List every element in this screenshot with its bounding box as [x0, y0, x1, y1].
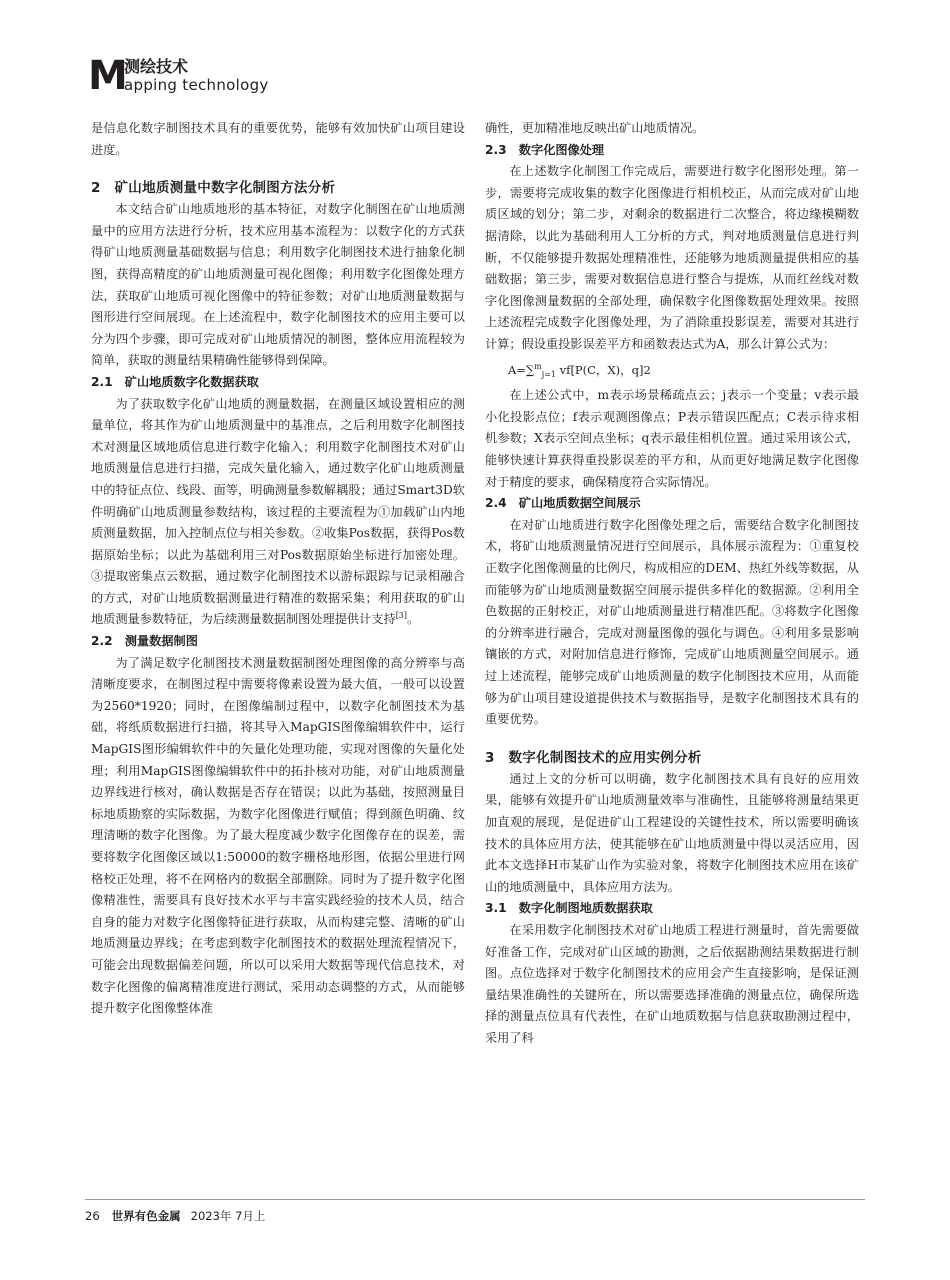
citation-ref: [3] — [395, 611, 408, 621]
subsection-heading: 3.1 数字化制图地质数据获取 — [485, 901, 653, 916]
right-column — [485, 118, 859, 1049]
journal-title-cn: 测绘技术 — [124, 57, 189, 76]
section-heading: 3 数字化制图技术的应用实例分析 — [485, 749, 702, 766]
subsection-heading: 2.3 数字化图像处理 — [485, 142, 605, 157]
page-number: 26 — [85, 1209, 100, 1223]
paragraph: 为了满足数字化制图技术测量数据制图处理图像的高分辨率与高清晰度要求，在制图过程中需要将像素设置为最大值，一般可以设置为2560*1920；同时，在图像编制过程中，以数字化制图技术为基础，将纸质数据进行扫描，将其导入MapGIS图像编辑软件中，运行MapGIS图形编辑软件中的矢量化处理功能，实现对图像的矢量化处理；利用MapGIS图像编辑软件中的拓扑核对功能，对矿山地质测量边界线进行核对，确认数据是否存在错误；以此为基础，按照测量目标地质勘察的实际数据，为数字化图像进行赋值；得到颜色明确、纹理清晰的数字化图像。为了最大程度减少数字化图像存在的误差，需要将数字化图像区域以1:50000的数字栅格地形图，依据公里进行网格校正处理，将不在网格内的数据全部删除。同时为了提升数字化图像精准性，需要具有良好技术水平与丰富实践经验的技术人员，结合自身的能力对数字化图像特征进行获取，从而构建完整、清晰的矿山地质测量边界线；在考虑到数字化制图技术的数据处理流程情况下，可能会出现数据偏差问题，所以可以采用大数据等现代信息技术，对数字化图像的偏离精准度进行测试，采用动态调整的方式，从而能够提升数字化图像整体准 — [91, 655, 465, 1016]
subsection-heading: 2.1 矿山地质数字化数据获取 — [91, 374, 259, 389]
paragraph: 为了获取数字化矿山地质的测量数据，在测量区域设置相应的测量单位，将其作为矿山地质测量中的基准点，之后利用数字化制图技术对测量区域地质信息进行数字化输入；利用数字化制图技术对矿山地质测量信息进行扫描，完成矢量化输入，通过数字化矿山地质测量中的特征点位、线段、面等，明确测量参数解耦股；通过Smart3D软件明确矿山地质测量参数结构，该过程的主要流程为①加载矿山内地质测量数据，加入控制点位与相关参数。②收集Pos数据，获得Pos数据原始坐标；以此为基础利用三对Pos数据原始坐标进行加密处理。③提取密集点云数据，通过数字化制图技术以游标跟踪与记录相融合的方式，对矿山地质数据测量进行精准的数据采集；利用获取的矿山地质测量参数特征，为后续测量数据制图处理提供计支持[3]。 — [91, 396, 465, 627]
section-heading: 2 矿山地质测量中数字化制图方法分析 — [91, 180, 336, 197]
journal-logo-letter: M — [88, 53, 127, 99]
paragraph: 在上述公式中，m表示场景稀疏点云；j表示一个变量；v表示最小化投影点位；f表示观测图像点；P表示错误匹配点；C表示待求相机参数；X表示空间点坐标；q表示最佳相机位置。通过采用该公式，能够快速计算获得重投影误差的平方和，从而更好地满足数字化图像对于精度的要求，确保精度符合实际情况。 — [485, 388, 859, 489]
paragraph: 确性，更加精准地反映出矿山地质情况。 — [485, 121, 705, 135]
paragraph: 在采用数字化制图技术对矿山地质工程进行测量时，首先需要做好准备工作，完成对矿山区域的勘测，之后依据勘测结果数据进行制图。点位选择对于数字化制图技术的应用会产生直接影响，是保证测量结果准确性的关键所在，所以需要选择准确的测量点位，确保所选择的测量点位具有代表性，在矿山地质数据与信息获取勘测过程中，采用了科 — [485, 922, 859, 1045]
journal-title-en: apping technology — [124, 76, 269, 94]
paragraph: 在对矿山地质进行数字化图像处理之后，需要结合数字化制图技术，将矿山地质测量情况进行空间展示，具体展示流程为：①重复校正数字化图像测量的比例尺，构成相应的DEM、热红外线等数据，从而能够为矿山地质测量数据空间展示提供多样化的数据源。②利用全色数据的正射校正，对矿山地质测量进行精准匹配。③将数字化图像的分辨率进行融合，完成对测量图像的强化与调色。④利用多景影响镶嵌的方式，对附加信息进行修饰，完成矿山地质测量空间展示。通过上述流程，能够完成矿山地质测量的数字化制图技术应用，从而能够为矿山项目建设道提供技术与数据指导，是数字化制图技术具有的重要优势。 — [485, 517, 859, 727]
paragraph: 通过上文的分析可以明确，数字化制图技术具有良好的应用效果，能够有效提升矿山地质测量效率与准确性，且能够将测量结果更加直观的展现，是促进矿山工程建设的关键性技术，所以需要明确该技术的具体应用方法，使其能够在矿山地质测量中得以灵活应用，因此本文选择H市某矿山作为实验对象，将数字化制图技术应用在该矿山的地质测量中，具体应用方法为。 — [485, 771, 859, 894]
page-footer — [85, 1207, 265, 1225]
left-column — [91, 118, 465, 1020]
paragraph: 在上述数字化制图工作完成后，需要进行数字化图形处理。第一步，需要将完成收集的数字化图像进行相机校正，从而完成对矿山地质区域的划分；第二步，对剩余的数据进行二次整合，将边缘模糊数据清除，以此为基础利用人工分析的方式，判对地质测量信息进行判断，不仅能够提升数据处理精准性，还能够为地质测量提供相应的基础数据；第三步，需要对数据信息进行整合与提炼，从而红丝线对数字化图像测量数据的全部处理，确保数字化图像数据处理效果。按照上述流程完成数字化图像处理，为了消除重投影误差，需要对其进行计算；假设重投影误差平方和函数表达式为A，那么计算公式为： — [485, 164, 859, 351]
paragraph: 是信息化数字制图技术具有的重要优势，能够有效加快矿山项目建设进度。 — [91, 121, 465, 157]
paragraph: 本文结合矿山地质地形的基本特征，对数字化制图在矿山地质测量中的应用方法进行分析，技术应用基本流程为：以数字化的方式获得矿山地质测量基础数据与信息；利用数字化制图技术进行抽象化制图，获得高精度的矿山地质测量可视化图像；利用数字化图像处理方法，获取矿山地质可视化图像中的特征参数；对矿山地质测量数据与图形进行空间展现。在上述流程中，数字化制图技术的应用主要可以分为四个步骤，即可完成对矿山地质情况的制图，整体应用流程较为简单，获取的测量结果精确性能够得到保障。 — [91, 202, 465, 368]
footer-journal-name: 世界有色金属 — [111, 1209, 181, 1223]
subsection-heading: 2.4 矿山地质数据空间展示 — [485, 496, 641, 511]
subsection-heading: 2.2 测量数据制图 — [91, 634, 198, 649]
formula: A=∑$^m_{j=1}$ vf[P(C，X)，q]2 — [508, 361, 651, 379]
footer-divider — [85, 1199, 865, 1200]
footer-issue-date: 2023年 7月上 — [190, 1209, 266, 1223]
